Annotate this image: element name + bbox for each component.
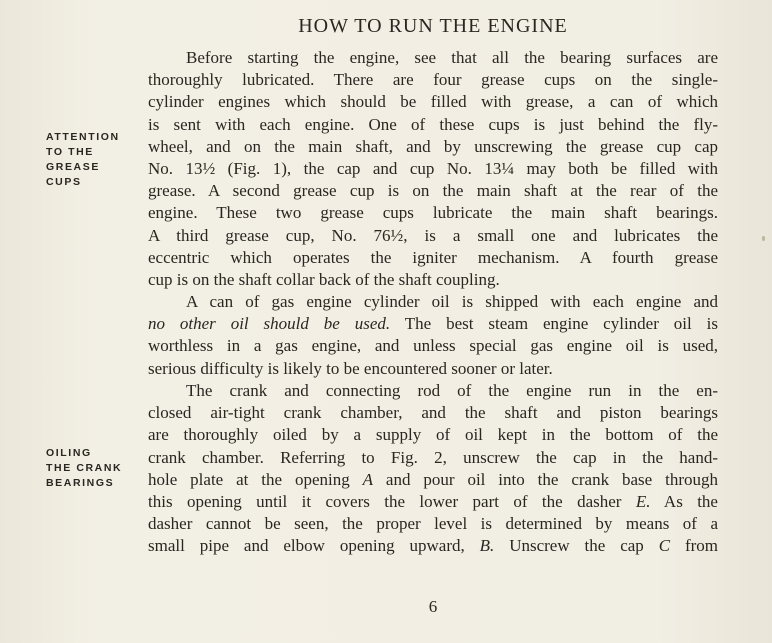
paragraph-grease-cups bbox=[148, 47, 718, 291]
text-line: closed air-tight crank chamber, and the shaft and piston bearings bbox=[148, 403, 718, 423]
text-line: cup is on the shaft collar back of the shaft coupling. bbox=[148, 270, 500, 290]
text-line bbox=[148, 313, 718, 335]
text-line bbox=[148, 469, 718, 491]
text-line: engine. These two grease cups lubricate the main shaft bearings. bbox=[148, 203, 718, 223]
text-line: are thoroughly oiled by a supply of oil kept in the bottom of the bbox=[148, 425, 718, 445]
text-fragment: The best steam engine cylinder oil is bbox=[390, 314, 718, 334]
text-line: A third grease cup, No. 76½, is a small one and lubricates the bbox=[148, 225, 718, 245]
page-number: 6 bbox=[428, 597, 438, 616]
text-line: cylinder engines which should be filled with grease, a can of which bbox=[148, 92, 718, 112]
margin-note-line: CUPS bbox=[46, 176, 82, 188]
text-line: serious difficulty is likely to be encountered sooner or later. bbox=[148, 358, 553, 378]
text-fragment: from bbox=[670, 536, 718, 556]
margin-note-line: BEARINGS bbox=[46, 477, 115, 489]
italic-warning: no other oil should be used. bbox=[148, 314, 391, 334]
text-fragment: and pour oil into the crank base through bbox=[373, 469, 718, 489]
page-title: HOW TO RUN THE ENGINE bbox=[298, 15, 568, 37]
text-fragment: As the bbox=[650, 492, 718, 512]
margin-note-line: OILING bbox=[46, 447, 92, 459]
text-line: dasher cannot be seen, the proper level is determined by means of a bbox=[148, 514, 718, 534]
text-line: crank chamber. Referring to Fig. 2, unscrew the cap in the hand- bbox=[148, 447, 718, 467]
text-line: No. 13½ (Fig. 1), the cap and cup No. 13¼ may both be filled with bbox=[148, 159, 718, 179]
margin-note-grease-cups bbox=[46, 130, 146, 190]
fig-label: B. bbox=[479, 536, 495, 556]
margin-note-crank-bearings bbox=[46, 446, 146, 491]
text-line bbox=[148, 535, 718, 557]
fig-label: A bbox=[362, 469, 374, 489]
paragraph-cylinder-oil bbox=[148, 291, 718, 380]
text-line: eccentric which operates the igniter mechanism. A fourth grease bbox=[148, 247, 718, 267]
text-line: wheel, and on the main shaft, and by unscrewing the grease cup cap bbox=[148, 136, 718, 156]
paragraph-crank-chamber bbox=[148, 380, 718, 558]
fig-label: E. bbox=[635, 492, 651, 512]
text-line: A can of gas engine cylinder oil is shipped with each engine and bbox=[186, 292, 718, 311]
text-line: is sent with each engine. One of these cups is just behind the fly- bbox=[148, 114, 718, 134]
text-line: The crank and connecting rod of the engine run in the en- bbox=[186, 381, 718, 400]
text-fragment: Unscrew the cap bbox=[494, 536, 659, 556]
text-line: Before starting the engine, see that all the bearing surfaces are bbox=[186, 48, 718, 67]
text-line: grease. A second grease cup is on the main shaft at the rear of the bbox=[148, 181, 718, 201]
text-fragment: this opening until it covers the lower part of the dasher bbox=[148, 492, 636, 512]
fig-label: C bbox=[658, 536, 671, 556]
paper-speck bbox=[762, 236, 765, 241]
text-fragment: hole plate at the opening bbox=[148, 469, 363, 489]
text-line: worthless in a gas engine, and unless special gas engine oil is used, bbox=[148, 336, 718, 356]
text-fragment: small pipe and elbow opening upward, bbox=[148, 536, 480, 556]
margin-note-line: ATTENTION bbox=[46, 131, 120, 143]
margin-note-line: TO THE bbox=[46, 146, 94, 158]
margin-note-line: GREASE bbox=[46, 161, 100, 173]
margin-note-line: THE CRANK bbox=[46, 462, 123, 474]
text-line: thoroughly lubricated. There are four grease cups on the single- bbox=[148, 70, 718, 90]
text-line bbox=[148, 491, 718, 513]
